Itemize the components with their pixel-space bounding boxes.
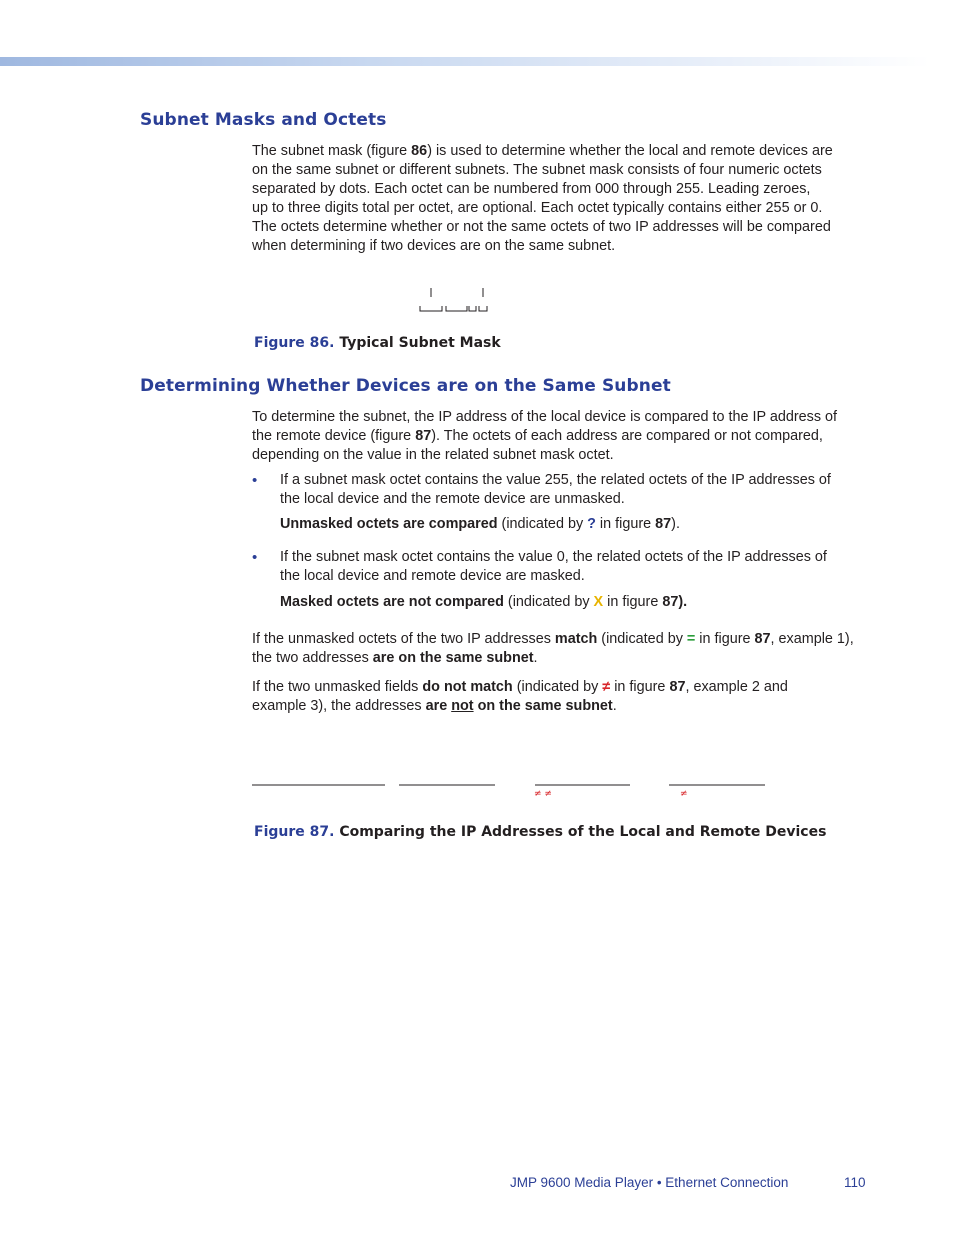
figure-87-caption	[254, 824, 826, 840]
text-line: example 3), the addresses are not on the same subnet.	[252, 698, 617, 714]
unmasked-note: Unmasked octets are compared (indicated by ? in figure 87).	[280, 516, 680, 532]
text-line: The subnet mask (figure 86) is used to determine whether the local and remote devices are	[252, 143, 833, 159]
text-line: when determining if two devices are on the same subnet.	[252, 238, 616, 254]
figure-title: Typical Subnet Mask	[339, 335, 501, 351]
match-paragraph	[252, 630, 854, 668]
text-line: To determine the subnet, the IP address of the local device is compared to the IP address of	[252, 409, 838, 425]
no-match-symbol: ≠	[602, 679, 611, 695]
bullet-dot: •	[252, 549, 258, 566]
no-match-paragraph	[252, 678, 788, 716]
text-line: the remote device (figure 87). The octets of each address are compared or not compared,	[252, 428, 823, 444]
text-line: If a subnet mask octet contains the value 255, the related octets of the IP addresses of	[280, 472, 831, 488]
subnet-mask-paragraph	[252, 142, 833, 256]
figure-86-caption	[254, 335, 501, 351]
octet-bracket	[420, 306, 442, 311]
octet-bracket	[479, 306, 487, 311]
page-number: 110	[844, 1175, 866, 1190]
figure-label: Figure 86.	[254, 335, 335, 351]
text-line: If the unmasked octets of the two IP addresses match (indicated by = in figure 87, example 1),	[252, 631, 854, 647]
masked-note: Masked octets are not compared (indicated by X in figure 87).	[280, 594, 688, 610]
header-gradient-bar	[0, 57, 930, 66]
bullet-masked	[280, 548, 827, 586]
example-2-not-equal-marks: ≠ ≠	[534, 789, 552, 799]
text-line: up to three digits total per octet, are optional. Each octet typically contains either 255 or 0.	[252, 200, 823, 216]
figure-title: Comparing the IP Addresses of the Local and Remote Devices	[339, 824, 827, 840]
text-line: the two addresses are on the same subnet.	[252, 650, 538, 666]
determine-subnet-paragraph	[252, 408, 837, 465]
text-line: the local device and remote device are masked.	[280, 568, 585, 584]
text-line: If the subnet mask octet contains the value 0, the related octets of the IP addresses of	[280, 549, 827, 565]
footer-title: JMP 9600 Media Player • Ethernet Connection	[510, 1175, 789, 1190]
figure-label: Figure 87.	[254, 824, 335, 840]
text-line: separated by dots. Each octet can be numbered from 000 through 255. Leading zeroes,	[252, 181, 811, 197]
text-line: depending on the value in the related subnet mask octet.	[252, 447, 614, 463]
example-3-not-equal-mark: ≠	[680, 789, 688, 799]
figure-86-subnet-mask-diagram	[418, 288, 490, 314]
octet-bracket	[469, 306, 476, 311]
compare-symbol: ?	[587, 516, 596, 532]
section-heading-subnet-masks: Subnet Masks and Octets	[140, 110, 387, 130]
text-line: on the same subnet or different subnets. The subnet mask consists of four numeric octets	[252, 162, 822, 178]
masked-symbol: X	[593, 594, 604, 610]
match-symbol: =	[686, 631, 696, 647]
octet-bracket	[446, 306, 467, 311]
text-line: the local device and the remote device are unmasked.	[280, 491, 625, 507]
figure-87-comparison-diagram	[252, 780, 768, 804]
bullet-unmasked	[280, 471, 831, 509]
section-heading-same-subnet: Determining Whether Devices are on the Same Subnet	[140, 376, 671, 396]
text-line: If the two unmasked fields do not match (indicated by ≠ in figure 87, example 2 and	[252, 679, 788, 695]
bullet-dot: •	[252, 472, 258, 489]
text-line: The octets determine whether or not the same octets of two IP addresses will be compared	[252, 219, 831, 235]
